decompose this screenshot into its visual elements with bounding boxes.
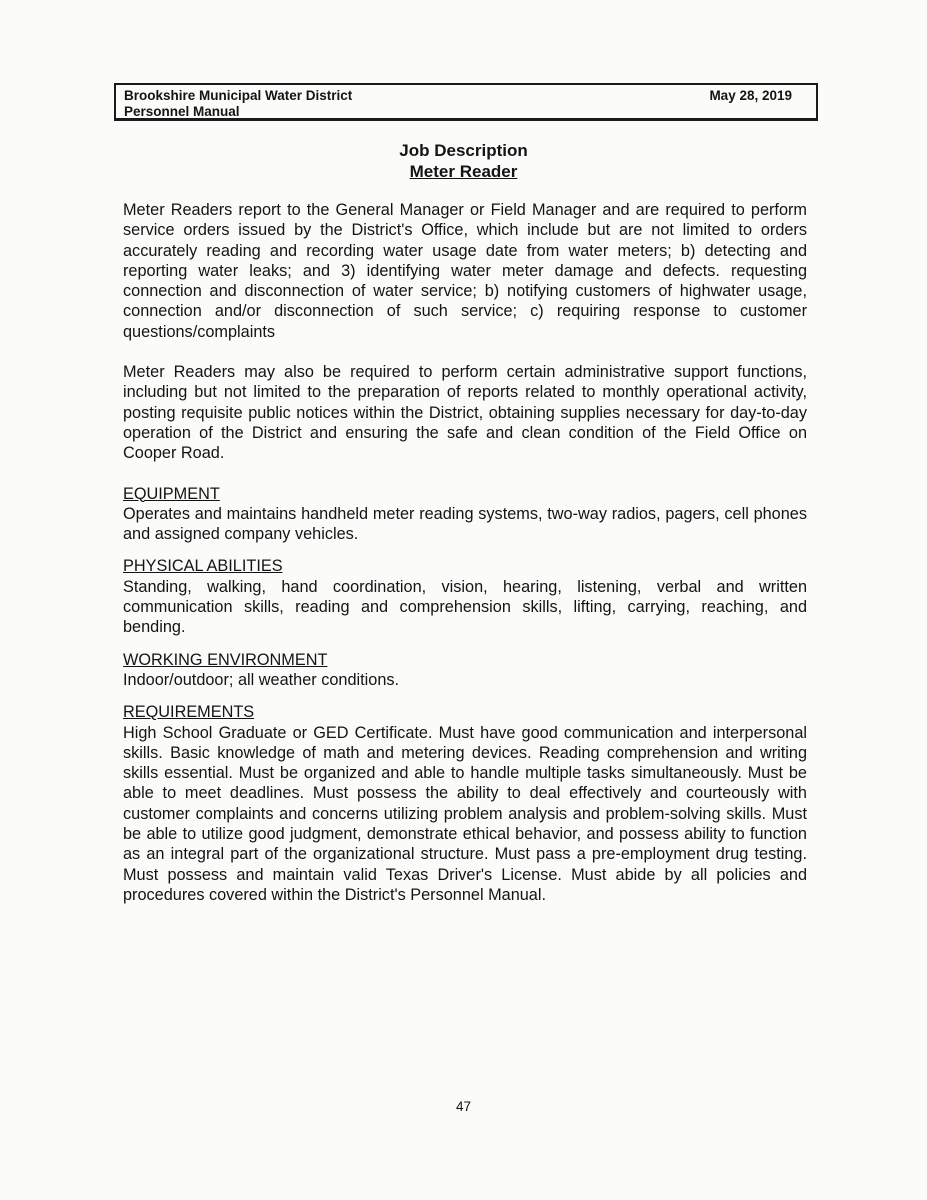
- document-body: [123, 200, 807, 905]
- organization-name: Brookshire Municipal Water District: [124, 88, 353, 103]
- page-number: 47: [455, 1099, 472, 1114]
- equipment-text: Operates and maintains handheld meter reading systems, two-way radios, pagers, cell phones and assigned company vehicles.: [123, 504, 807, 544]
- requirements-text: High School Graduate or GED Certificate. Must have good communication and interpersonal skills. Basic knowledge of math and metering devices. Reading comprehension and writing skills essential. Must be organized and able to handle multiple tasks simultaneously. Must be able to meet deadlines. Must possess the ability to deal effectively and courteously with customer complaints and concerns utilizing problem analysis and problem-solving skills. Must be able to utilize good judgment, demonstrate ethical behavior, and possess ability to function as an integral part of the organizational structure. Must pass a pre-employment drug testing. Must possess and maintain valid Texas Driver's License. Must abide by all policies and procedures covered within the District's Personnel Manual.: [123, 723, 807, 904]
- intro-paragraph-2: Meter Readers may also be required to perform certain administrative support functions, including but not limited to the preparation of reports related to monthly operational activity, posting requisite public notices within the District, obtaining supplies necessary for day-to-day operation of the District and ensuring the safe and clean condition of the Field Office on Cooper Road.: [123, 363, 807, 463]
- title-block: [0, 140, 927, 182]
- working-environment-text: Indoor/outdoor; all weather conditions.: [123, 670, 400, 689]
- working-environment-heading: WORKING ENVIRONMENT: [123, 650, 328, 669]
- equipment-heading: EQUIPMENT: [123, 484, 220, 503]
- header-left: [124, 88, 352, 120]
- physical-abilities-heading: PHYSICAL ABILITIES: [123, 557, 283, 576]
- intro-paragraph-1: Meter Readers report to the General Manager or Field Manager and are required to perform service orders issued by the District's Office, which include but are not limited to orders accurately reading and recording water usage date from water meters; b) detecting and reporting water leaks; and 3) identifying water meter damage and defects. requesting connection and disconnection of water service; b) notifying customers of highwater usage, connection and/or disconnection of such service; c) requiring response to customer questions/complaints: [123, 201, 807, 341]
- document-header: [114, 83, 818, 121]
- job-title: Meter Reader: [409, 162, 518, 181]
- document-heading: Job Description: [399, 141, 528, 160]
- manual-name: Personnel Manual: [124, 104, 240, 119]
- header-date: May 28, 2019: [709, 88, 792, 103]
- physical-abilities-text: Standing, walking, hand coordination, vision, hearing, listening, verbal and written communication skills, reading and comprehension skills, lifting, carrying, reaching, and bending.: [123, 577, 807, 637]
- requirements-heading: REQUIREMENTS: [123, 703, 255, 722]
